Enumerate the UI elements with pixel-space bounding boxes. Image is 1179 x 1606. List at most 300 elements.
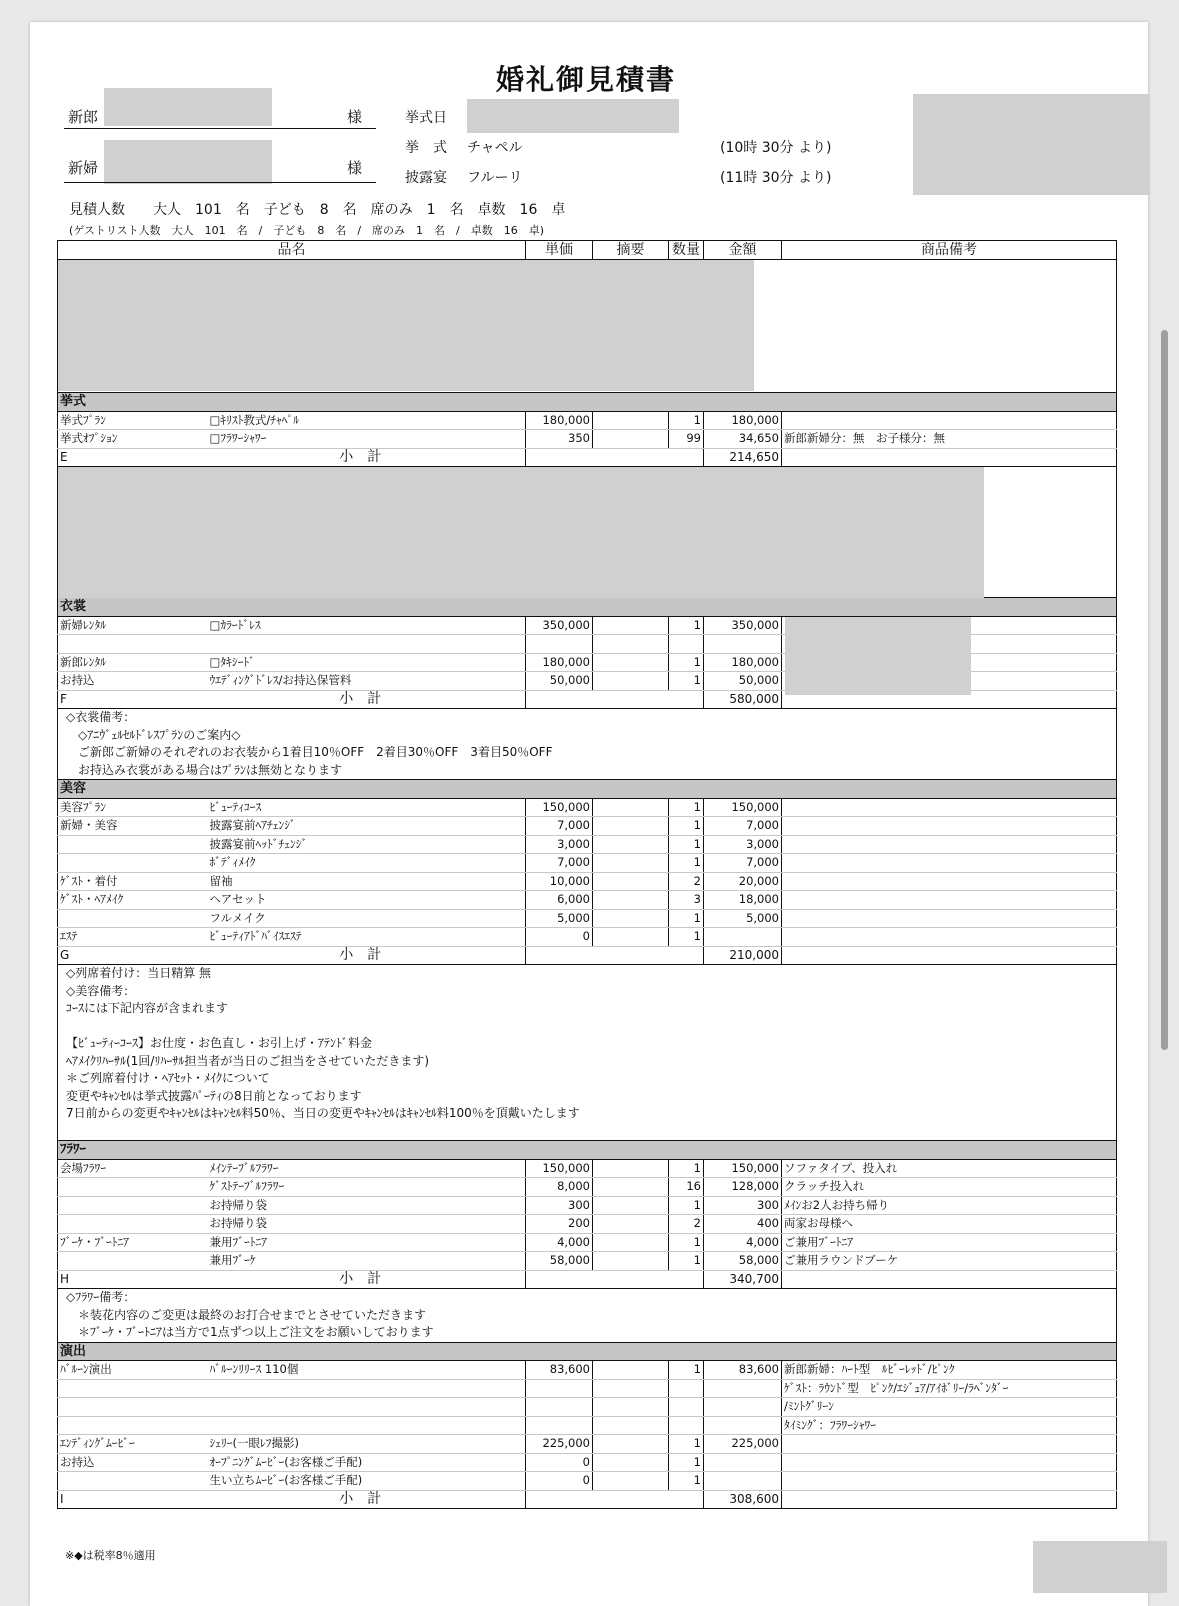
cell-item: ﾋﾞｭｰﾃｨｱﾄﾞﾊﾞｲｽｴｽﾃ <box>196 928 526 947</box>
redacted-block-3 <box>785 617 971 695</box>
table-row <box>58 872 1117 891</box>
cell-item: ヘアセット <box>196 891 526 910</box>
cell-category: ｴｽﾃ <box>58 928 196 947</box>
cell-amount <box>704 1416 782 1435</box>
cell-qty: 1 <box>669 1435 704 1454</box>
cell-item: お持帰り袋 <box>196 1215 526 1234</box>
redacted-logo-area <box>913 94 1150 195</box>
ceremony-time: (10時 30分 より) <box>720 140 832 156</box>
table-row <box>58 928 1117 947</box>
cell-summary <box>593 1472 669 1491</box>
cell-item: ｳｴﾃﾞｨﾝｸﾞﾄﾞﾚｽ/お持込保管料 <box>196 672 526 691</box>
cell-summary <box>593 817 669 836</box>
subtotal-label: 小 計 <box>196 1270 526 1289</box>
ceremony-date-label: 挙式日 <box>405 110 447 126</box>
note-text: ＊装花内容のご変更は最終のお打合せまでとさせていただきます <box>58 1307 1117 1325</box>
cell-amount: 5,000 <box>704 909 782 928</box>
col-header-item: 品名 <box>58 241 526 260</box>
tax-footnote: ※◆は税率8％適用 <box>65 1549 156 1562</box>
table-row <box>58 891 1117 910</box>
note-text: 変更やｷｬﾝｾﾙは挙式披露ﾊﾟｰﾃｨの8日前となっております <box>58 1088 1117 1106</box>
cell-amount: 128,000 <box>704 1178 782 1197</box>
col-header-summary: 摘要 <box>593 241 669 260</box>
col-header-remarks: 商品備考 <box>782 241 1117 260</box>
cell-summary <box>593 635 669 654</box>
subtotal-spacer <box>526 690 704 709</box>
cell-qty: 1 <box>669 1159 704 1178</box>
subtotal-label: 小 計 <box>196 690 526 709</box>
cell-remarks: ﾒｲﾝお2人お持ち帰り <box>782 1196 1117 1215</box>
cell-item: 披露宴前ﾍｱﾁｪﾝｼﾞ <box>196 817 526 836</box>
subtotal-code: G <box>58 946 196 965</box>
groom-label: 新郎 <box>68 108 99 126</box>
subtotal-amount: 214,650 <box>704 448 782 467</box>
note-text: ◇美容備考： <box>58 983 1117 1001</box>
cell-qty: 2 <box>669 872 704 891</box>
cell-unit-price: 300 <box>526 1196 593 1215</box>
cell-remarks <box>782 817 1117 836</box>
cell-unit-price: 4,000 <box>526 1233 593 1252</box>
cell-item <box>196 1416 526 1435</box>
cell-unit-price <box>526 1416 593 1435</box>
cell-amount: 83,600 <box>704 1361 782 1380</box>
cell-remarks: ご兼用ラウンドブーケ <box>782 1252 1117 1271</box>
table-row <box>58 430 1117 449</box>
cell-qty: 1 <box>669 653 704 672</box>
cell-item: ﾊﾞﾙｰﾝﾘﾘｰｽ 110個 <box>196 1361 526 1380</box>
cell-summary <box>593 1178 669 1197</box>
cell-category <box>58 1215 196 1234</box>
groom-sama: 様 <box>347 108 363 126</box>
cell-item: ｹﾞｽﾄﾃｰﾌﾞﾙﾌﾗﾜｰ <box>196 1178 526 1197</box>
table-row <box>58 411 1117 430</box>
cell-amount <box>704 928 782 947</box>
cell-item: □ﾀｷｼｰﾄﾞ <box>196 653 526 672</box>
cell-summary <box>593 1453 669 1472</box>
table-row <box>58 1252 1117 1271</box>
note-row <box>58 1324 1117 1342</box>
cell-category: 美容ﾌﾟﾗﾝ <box>58 798 196 817</box>
cell-category <box>58 1398 196 1417</box>
cell-remarks <box>782 798 1117 817</box>
table-header <box>58 241 1117 260</box>
note-text: ＊ご列席着付け・ﾍｱｾｯﾄ・ﾒｲｸについて <box>58 1070 1117 1088</box>
section-header <box>58 393 1117 412</box>
note-text: 7日前からの変更やｷｬﾝｾﾙはｷｬﾝｾﾙ料50％、当日の変更やｷｬﾝｾﾙはｷｬﾝｾﾙ料100％を頂戴いたします <box>58 1105 1117 1123</box>
cell-summary <box>593 909 669 928</box>
section-header <box>58 1342 1117 1361</box>
col-header-unit-price: 単価 <box>526 241 593 260</box>
section-title: 演出 <box>58 1342 1117 1361</box>
cell-item: □ﾌﾗﾜｰｼｬﾜｰ <box>196 430 526 449</box>
ceremony-label: 挙 式 <box>405 140 447 156</box>
note-row <box>58 1000 1117 1018</box>
cell-remarks <box>782 854 1117 873</box>
cell-amount <box>704 1472 782 1491</box>
cell-remarks: クラッチ投入れ <box>782 1178 1117 1197</box>
cell-unit-price: 7,000 <box>526 854 593 873</box>
cell-category: 会場ﾌﾗﾜｰ <box>58 1159 196 1178</box>
cell-amount: 150,000 <box>704 1159 782 1178</box>
cell-item: ﾒｲﾝﾃｰﾌﾞﾙﾌﾗﾜｰ <box>196 1159 526 1178</box>
cell-remarks <box>782 1435 1117 1454</box>
note-text <box>58 1018 1117 1036</box>
cell-summary <box>593 616 669 635</box>
section-title: ﾌﾗﾜｰ <box>58 1141 1117 1160</box>
ceremony-venue: チャペル <box>467 140 523 156</box>
cell-category <box>58 835 196 854</box>
cell-category: 挙式ｵﾌﾟｼｮﾝ <box>58 430 196 449</box>
cell-item: ﾋﾞｭｰﾃｨｺｰｽ <box>196 798 526 817</box>
cell-unit-price: 350 <box>526 430 593 449</box>
cell-category: ｹﾞｽﾄ・ﾍｱﾒｲｸ <box>58 891 196 910</box>
cell-amount: 58,000 <box>704 1252 782 1271</box>
cell-amount: 180,000 <box>704 411 782 430</box>
cell-qty <box>669 1379 704 1398</box>
cell-qty: 1 <box>669 1233 704 1252</box>
cell-amount: 7,000 <box>704 817 782 836</box>
cell-unit-price: 180,000 <box>526 653 593 672</box>
table-row <box>58 854 1117 873</box>
cell-category: お持込 <box>58 1453 196 1472</box>
cell-summary <box>593 1361 669 1380</box>
cell-qty: 1 <box>669 1196 704 1215</box>
vertical-scrollbar[interactable] <box>1161 330 1168 1050</box>
subtotal-remarks <box>782 1270 1117 1289</box>
subtotal-code: F <box>58 690 196 709</box>
cell-qty: 99 <box>669 430 704 449</box>
cell-summary <box>593 653 669 672</box>
cell-item: フルメイク <box>196 909 526 928</box>
note-text: ご新郎ご新婦のそれぞれのお衣装から1着目10％OFF 2着目30％OFF 3着目50％OFF <box>58 744 1117 762</box>
cell-summary <box>593 1233 669 1252</box>
cell-unit-price: 10,000 <box>526 872 593 891</box>
note-text: ◇ﾌﾗﾜｰ備考： <box>58 1289 1117 1307</box>
cell-item: □ｷﾘｽﾄ教式/ﾁｬﾍﾟﾙ <box>196 411 526 430</box>
subtotal-label: 小 計 <box>196 448 526 467</box>
cell-unit-price: 225,000 <box>526 1435 593 1454</box>
subtotal-spacer <box>526 448 704 467</box>
subtotal-spacer <box>526 1270 704 1289</box>
table-row <box>58 1178 1117 1197</box>
note-row <box>58 1123 1117 1141</box>
cell-summary <box>593 928 669 947</box>
cell-unit-price: 150,000 <box>526 1159 593 1178</box>
section-title: 挙式 <box>58 393 1117 412</box>
note-text: ＊ﾌﾞｰｹ・ﾌﾞｰﾄﾆｱは当方で1点ずつ以上ご注文をお願いしております <box>58 1324 1117 1342</box>
cell-amount: 300 <box>704 1196 782 1215</box>
cell-qty: 1 <box>669 835 704 854</box>
cell-amount: 18,000 <box>704 891 782 910</box>
cell-category <box>58 854 196 873</box>
cell-item: 留袖 <box>196 872 526 891</box>
cell-remarks: ご兼用ﾌﾞｰﾄﾆｱ <box>782 1233 1117 1252</box>
cell-remarks <box>782 835 1117 854</box>
estimate-table <box>57 240 1117 1509</box>
cell-unit-price: 0 <box>526 1453 593 1472</box>
note-row <box>58 1088 1117 1106</box>
cell-unit-price: 7,000 <box>526 817 593 836</box>
cell-qty: 3 <box>669 891 704 910</box>
cell-summary <box>593 854 669 873</box>
cell-summary <box>593 672 669 691</box>
cell-item: 披露宴前ﾍｯﾄﾞﾁｪﾝｼﾞ <box>196 835 526 854</box>
cell-amount: 400 <box>704 1215 782 1234</box>
note-row <box>58 983 1117 1001</box>
cell-summary <box>593 1215 669 1234</box>
note-row <box>58 1307 1117 1325</box>
cell-amount: 225,000 <box>704 1435 782 1454</box>
reception-label: 披露宴 <box>405 170 447 186</box>
note-row <box>58 1018 1117 1036</box>
cell-summary <box>593 1196 669 1215</box>
cell-unit-price: 5,000 <box>526 909 593 928</box>
cell-qty: 1 <box>669 672 704 691</box>
table-row <box>58 1233 1117 1252</box>
cell-item: お持帰り袋 <box>196 1196 526 1215</box>
note-text: ｺｰｽには下記内容が含まれます <box>58 1000 1117 1018</box>
subtotal-spacer <box>526 1490 704 1509</box>
cell-qty <box>669 1416 704 1435</box>
cell-unit-price: 58,000 <box>526 1252 593 1271</box>
note-row <box>58 1070 1117 1088</box>
cell-qty <box>669 1398 704 1417</box>
cell-amount: 7,000 <box>704 854 782 873</box>
cell-category <box>58 1252 196 1271</box>
cell-category <box>58 1196 196 1215</box>
cell-amount: 50,000 <box>704 672 782 691</box>
cell-category <box>58 1472 196 1491</box>
cell-category: ｴﾝﾃﾞｨﾝｸﾞﾑｰﾋﾞｰ <box>58 1435 196 1454</box>
cell-summary <box>593 1435 669 1454</box>
subtotal-amount: 210,000 <box>704 946 782 965</box>
cell-amount <box>704 1398 782 1417</box>
subtotal-row <box>58 946 1117 965</box>
table-row <box>58 817 1117 836</box>
note-text: ◇ｱﾆｳﾞｪﾙｾﾙﾄﾞﾚｽﾌﾟﾗﾝのご案内◇ <box>58 727 1117 745</box>
cell-amount: 4,000 <box>704 1233 782 1252</box>
cell-summary <box>593 411 669 430</box>
redacted-groom-name <box>104 88 272 126</box>
redacted-ceremony-date <box>467 99 679 133</box>
cell-unit-price <box>526 635 593 654</box>
cell-remarks <box>782 891 1117 910</box>
cell-remarks: ｹﾞｽﾄ：ﾗｳﾝﾄﾞ型 ﾋﾟﾝｸ/ｴｼﾞｭｱ/ｱｲﾎﾞﾘｰ/ﾗﾍﾞﾝﾀﾞｰ <box>782 1379 1117 1398</box>
cell-summary <box>593 1159 669 1178</box>
note-row <box>58 1289 1117 1307</box>
cell-qty: 1 <box>669 854 704 873</box>
cell-qty: 1 <box>669 1252 704 1271</box>
cell-summary <box>593 1398 669 1417</box>
guestlist-count-line: (ゲストリスト人数 大人 101 名 / 子ども 8 名 / 席のみ 1 名 / 卓数 16 卓) <box>69 224 545 237</box>
cell-unit-price: 83,600 <box>526 1361 593 1380</box>
cell-summary <box>593 1379 669 1398</box>
table-row <box>58 1361 1117 1380</box>
note-row <box>58 1053 1117 1071</box>
cell-category: ﾌﾞｰｹ・ﾌﾞｰﾄﾆｱ <box>58 1233 196 1252</box>
table-row <box>58 1159 1117 1178</box>
subtotal-row <box>58 1490 1117 1509</box>
cell-item: 兼用ﾌﾞｰｹ <box>196 1252 526 1271</box>
cell-unit-price <box>526 1398 593 1417</box>
reception-time: (11時 30分 より) <box>720 170 832 186</box>
subtotal-label: 小 計 <box>196 946 526 965</box>
table-row <box>58 1379 1117 1398</box>
table-row <box>58 1416 1117 1435</box>
cell-category <box>58 635 196 654</box>
cell-summary <box>593 891 669 910</box>
subtotal-row <box>58 448 1117 467</box>
section-header <box>58 1141 1117 1160</box>
cell-qty: 1 <box>669 909 704 928</box>
cell-category: ｹﾞｽﾄ・着付 <box>58 872 196 891</box>
cell-category <box>58 1178 196 1197</box>
section-title: 美容 <box>58 780 1117 799</box>
cell-unit-price: 0 <box>526 928 593 947</box>
cell-remarks <box>782 909 1117 928</box>
note-text: ◇衣裳備考： <box>58 709 1117 727</box>
cell-category: 挙式ﾌﾟﾗﾝ <box>58 411 196 430</box>
cell-item: ﾎﾞﾃﾞｨﾒｲｸ <box>196 854 526 873</box>
bride-sama: 様 <box>347 159 363 177</box>
table-row <box>58 835 1117 854</box>
cell-unit-price: 180,000 <box>526 411 593 430</box>
subtotal-remarks <box>782 946 1117 965</box>
cell-unit-price: 200 <box>526 1215 593 1234</box>
cell-amount <box>704 1453 782 1472</box>
cell-category: 新婦ﾚﾝﾀﾙ <box>58 616 196 635</box>
cell-unit-price: 150,000 <box>526 798 593 817</box>
note-text: 【ﾋﾞｭｰﾃｨｰｺｰｽ】お仕度・お色直し・お引上げ・ｱﾃﾝﾄﾞ料金 <box>58 1035 1117 1053</box>
cell-remarks <box>782 928 1117 947</box>
cell-unit-price <box>526 1379 593 1398</box>
cell-amount: 180,000 <box>704 653 782 672</box>
note-row <box>58 744 1117 762</box>
cell-category: ﾊﾞﾙｰﾝ演出 <box>58 1361 196 1380</box>
cell-summary <box>593 430 669 449</box>
table-row <box>58 798 1117 817</box>
section-header <box>58 598 1117 617</box>
cell-unit-price: 50,000 <box>526 672 593 691</box>
cell-item <box>196 1398 526 1417</box>
cell-item: ｼｪﾘｰ(一眼ﾚﾌ撮影) <box>196 1435 526 1454</box>
cell-summary <box>593 798 669 817</box>
cell-unit-price: 0 <box>526 1472 593 1491</box>
redacted-bride-name <box>104 140 272 184</box>
subtotal-amount: 580,000 <box>704 690 782 709</box>
cell-qty <box>669 635 704 654</box>
cell-amount <box>704 1379 782 1398</box>
subtotal-label: 小 計 <box>196 1490 526 1509</box>
subtotal-code: H <box>58 1270 196 1289</box>
cell-summary <box>593 1416 669 1435</box>
cell-qty: 1 <box>669 1453 704 1472</box>
cell-summary <box>593 835 669 854</box>
note-row <box>58 762 1117 780</box>
note-text <box>58 1123 1117 1141</box>
cell-item: □ｶﾗｰﾄﾞﾚｽ <box>196 616 526 635</box>
redacted-block-4 <box>1033 1541 1167 1593</box>
cell-remarks: 新郎新婦：ﾊｰﾄ型 ﾙﾋﾞｰﾚｯﾄﾞ/ﾋﾟﾝｸ <box>782 1361 1117 1380</box>
cell-qty: 1 <box>669 1472 704 1491</box>
cell-remarks: 新郎新婦分：無 お子様分：無 <box>782 430 1117 449</box>
table-row <box>58 1196 1117 1215</box>
col-header-amount: 金額 <box>704 241 782 260</box>
cell-summary <box>593 872 669 891</box>
cell-item: 兼用ﾌﾞｰﾄﾆｱ <box>196 1233 526 1252</box>
cell-qty: 1 <box>669 817 704 836</box>
cell-remarks: ﾀｲﾐﾝｸﾞ：ﾌﾗﾜｰｼｬﾜｰ <box>782 1416 1117 1435</box>
cell-category <box>58 909 196 928</box>
cell-remarks: 両家お母様へ <box>782 1215 1117 1234</box>
note-row <box>58 727 1117 745</box>
cell-remarks <box>782 1472 1117 1491</box>
cell-amount <box>704 635 782 654</box>
redacted-block-1 <box>58 260 754 391</box>
cell-category <box>58 1416 196 1435</box>
guest-count-line: 見積人数 大人 101 名 子ども 8 名 席のみ 1 名 卓数 16 卓 <box>69 202 566 218</box>
note-row <box>58 1035 1117 1053</box>
subtotal-remarks <box>782 1490 1117 1509</box>
cell-qty: 1 <box>669 616 704 635</box>
cell-item: 生い立ちﾑｰﾋﾞｰ(お客様ご手配) <box>196 1472 526 1491</box>
cell-qty: 1 <box>669 798 704 817</box>
section-header <box>58 780 1117 799</box>
cell-amount: 350,000 <box>704 616 782 635</box>
note-row <box>58 1105 1117 1123</box>
cell-category: 新婦・美容 <box>58 817 196 836</box>
cell-summary <box>593 1252 669 1271</box>
col-header-qty: 数量 <box>669 241 704 260</box>
document-title: 婚礼御見積書 <box>496 63 677 96</box>
cell-item <box>196 1379 526 1398</box>
redacted-block-2 <box>58 467 984 598</box>
cell-remarks <box>782 872 1117 891</box>
note-text: ﾍｱﾒｲｸﾘﾊｰｻﾙ(1回/ﾘﾊｰｻﾙ担当者が当日のご担当をさせていただきます) <box>58 1053 1117 1071</box>
cell-qty: 1 <box>669 928 704 947</box>
cell-remarks <box>782 1453 1117 1472</box>
subtotal-spacer <box>526 946 704 965</box>
cell-amount: 34,650 <box>704 430 782 449</box>
note-text: お持込み衣裳がある場合はﾌﾟﾗﾝは無効となります <box>58 762 1117 780</box>
cell-qty: 2 <box>669 1215 704 1234</box>
section-title: 衣裳 <box>58 598 1117 617</box>
cell-amount: 3,000 <box>704 835 782 854</box>
bride-label: 新婦 <box>68 159 99 177</box>
cell-amount: 20,000 <box>704 872 782 891</box>
note-row <box>58 709 1117 727</box>
cell-unit-price: 8,000 <box>526 1178 593 1197</box>
cell-qty: 1 <box>669 411 704 430</box>
cell-remarks: ソファタイプ、投入れ <box>782 1159 1117 1178</box>
cell-item: ｵｰﾌﾟﾆﾝｸﾞﾑｰﾋﾞｰ(お客様ご手配) <box>196 1453 526 1472</box>
subtotal-code: I <box>58 1490 196 1509</box>
cell-amount: 150,000 <box>704 798 782 817</box>
subtotal-amount: 308,600 <box>704 1490 782 1509</box>
cell-unit-price: 6,000 <box>526 891 593 910</box>
table-row <box>58 1435 1117 1454</box>
cell-unit-price: 350,000 <box>526 616 593 635</box>
cell-remarks: /ﾐﾝﾄｸﾞﾘｰﾝ <box>782 1398 1117 1417</box>
note-row <box>58 965 1117 983</box>
cell-item <box>196 635 526 654</box>
subtotal-amount: 340,700 <box>704 1270 782 1289</box>
cell-remarks <box>782 411 1117 430</box>
table-row <box>58 1215 1117 1234</box>
subtotal-row <box>58 1270 1117 1289</box>
cell-category: 新郎ﾚﾝﾀﾙ <box>58 653 196 672</box>
subtotal-remarks <box>782 448 1117 467</box>
